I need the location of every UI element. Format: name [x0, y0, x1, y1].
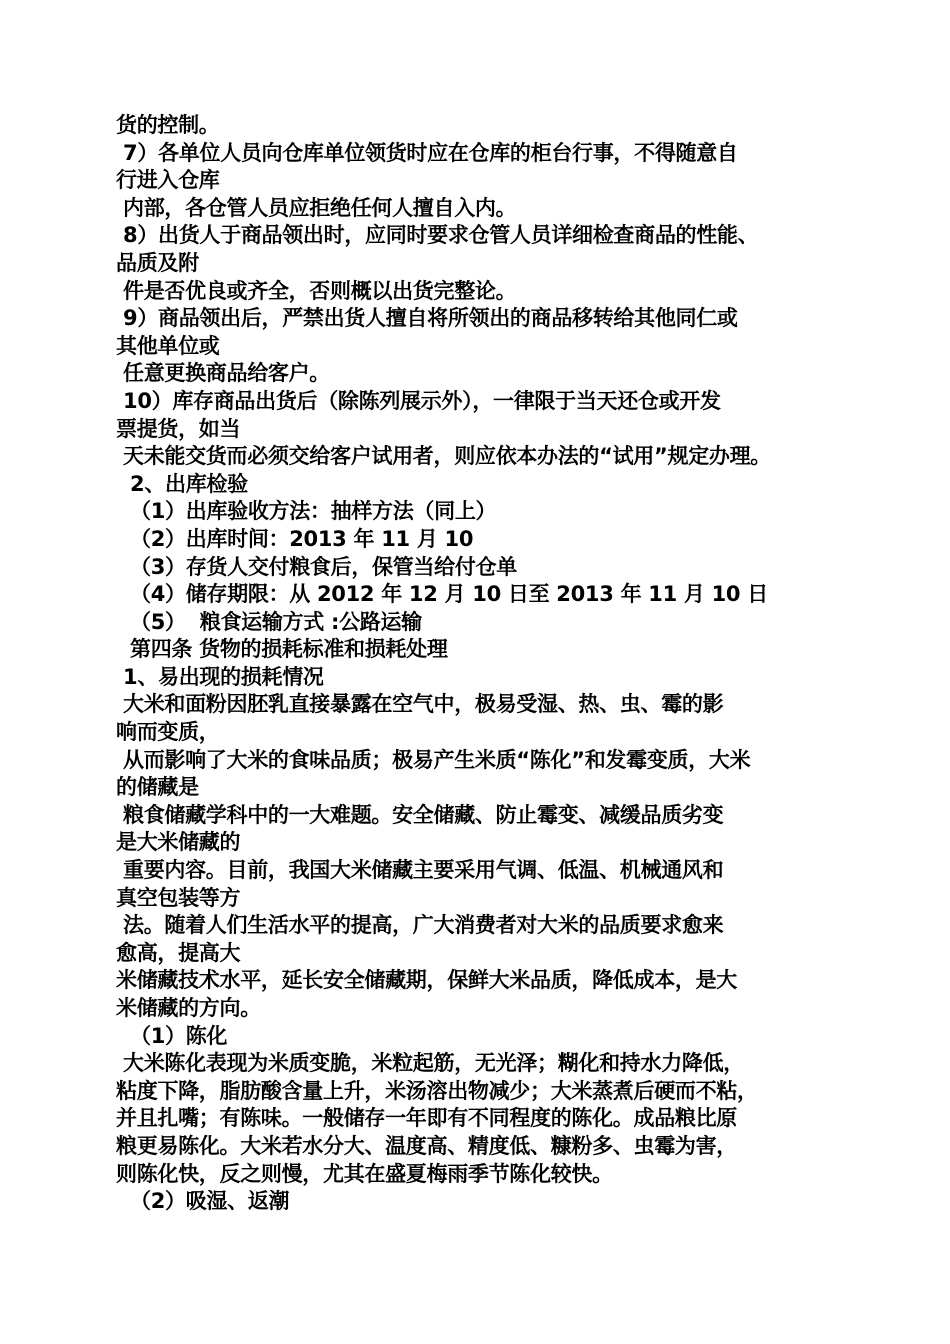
text-line: （3）存货人交付粮食后，保管当给付仓单: [116, 554, 517, 579]
text-line: （1）出库验收方法：抽样方法（同上）: [116, 499, 497, 524]
subsection-heading: （2）吸湿、返潮: [116, 1189, 290, 1214]
text-line: 米储藏技术水平，延长安全储藏期，保鲜大米品质，降低成本，是大: [116, 968, 737, 993]
text-line: 愈高，提高大: [116, 940, 241, 965]
text-line: 票提货，如当: [116, 416, 241, 441]
document-body: [116, 112, 846, 1216]
section-heading: 2、出库检验: [116, 471, 248, 496]
text-line: 天未能交货而必须交给客户试用者，则应依本办法的“试用”规定办理。: [116, 444, 772, 469]
text-line: 10）库存商品出货后（除陈列展示外），一律限于当天还仓或开发: [116, 388, 721, 413]
text-line: 货的控制。: [116, 113, 220, 137]
section-heading: 1、易出现的损耗情况: [116, 664, 324, 689]
text-line: 响而变质，: [116, 720, 220, 745]
text-line: 粘度下降，脂肪酸含量上升，米汤溶出物减少；大米蒸煮后硬而不粘，: [116, 1078, 758, 1103]
text-line: 内部，各仓管人员应拒绝任何人擅自入内。: [116, 195, 517, 220]
text-line: 是大米储藏的: [116, 830, 241, 855]
text-line: 行进入仓库: [116, 168, 220, 193]
text-line: 粮食储藏学科中的一大难题。安全储藏、防止霉变、减缓品质劣变: [116, 802, 724, 827]
subsection-heading: （1）陈化: [116, 1023, 228, 1048]
text-line: 米储藏的方向。: [116, 996, 261, 1020]
text-line: 重要内容。目前，我国大米储藏主要采用气调、低温、机械通风和: [116, 858, 724, 883]
text-line: 则陈化快，反之则慢，尤其在盛夏梅雨季节陈化较快。: [116, 1161, 613, 1186]
text-line: 其他单位或: [116, 333, 220, 358]
text-line: （5） 粮食运输方式 :公路运输: [116, 609, 422, 634]
text-line: 任意更换商品给客户。: [116, 361, 331, 386]
text-line: 粮更易陈化。大米若水分大、温度高、精度低、糠粉多、虫霉为害，: [116, 1133, 737, 1158]
text-line: 件是否优良或齐全，否则概以出货完整论。: [116, 278, 517, 303]
text-line: 大米和面粉因胚乳直接暴露在空气中，极易受湿、热、虫、霉的影: [116, 692, 724, 717]
text-line: 的储藏是: [116, 775, 199, 800]
text-line: （2）出库时间：2013 年 11 月 10: [116, 526, 474, 551]
text-line: 7）各单位人员向仓库单位领货时应在仓库的柜台行事，不得随意自: [116, 140, 738, 165]
text-line: （4）储存期限：从 2012 年 12 月 10 日至 2013 年 11 月 10 日: [116, 582, 768, 607]
text-line: 真空包装等方: [116, 885, 241, 910]
text-line: 法。随着人们生活水平的提高，广大消费者对大米的品质要求愈来: [116, 913, 724, 938]
text-line: 从而影响了大米的食味品质；极易产生米质“陈化”和发霉变质，大米: [116, 747, 751, 772]
text-line: 9）商品领出后，严禁出货人擅自将所领出的商品移转给其他同仁或: [116, 306, 738, 331]
text-line: 品质及附: [116, 250, 199, 275]
article-heading: 第四条 货物的损耗标准和损耗处理: [116, 637, 448, 662]
text-line: 大米陈化表现为米质变脆，米粒起筋，无光泽；糊化和持水力降低，: [116, 1051, 745, 1076]
text-line: 8）出货人于商品领出时，应同时要求仓管人员详细检查商品的性能、: [116, 223, 759, 248]
text-line: 并且扎嘴；有陈味。一般储存一年即有不同程度的陈化。成品粮比原: [116, 1106, 737, 1131]
